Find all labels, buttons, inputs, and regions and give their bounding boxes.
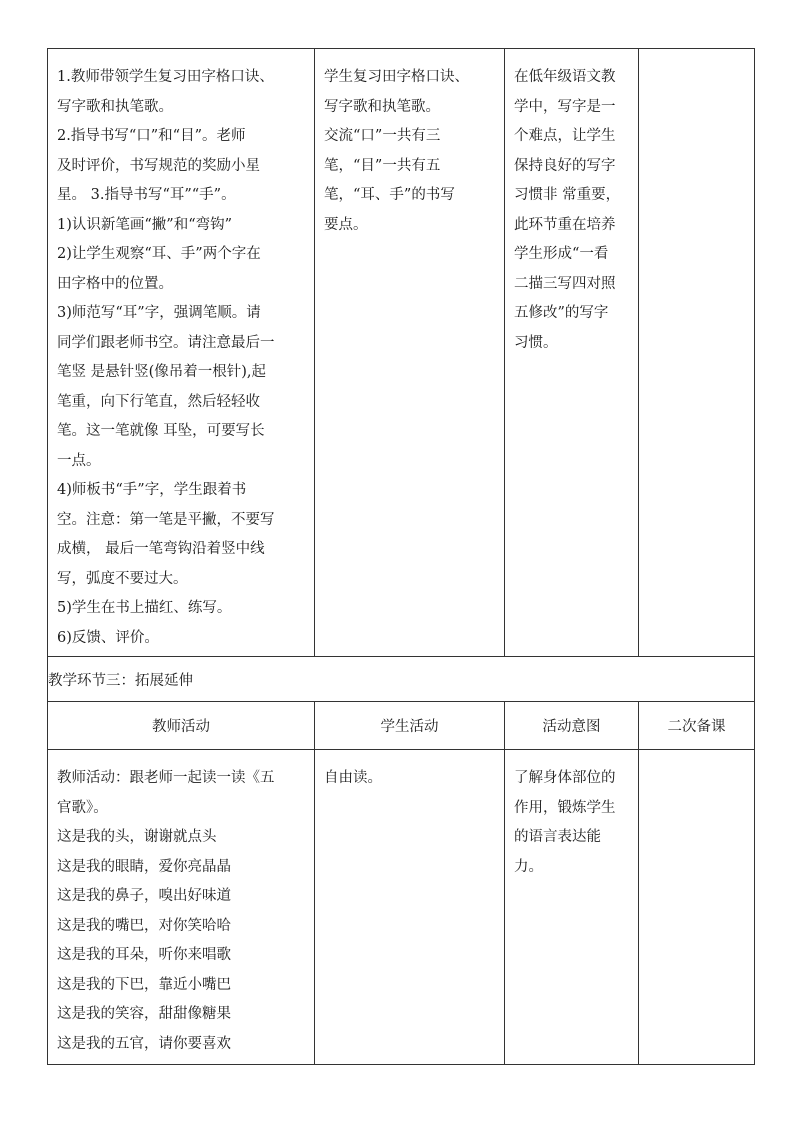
- text-line: 星。 3.指导书写“耳”“手”。: [57, 187, 236, 203]
- text-line: 笔重，向下行笔直，然后轻轻收: [57, 393, 260, 410]
- text-line: 二描三写四对照: [514, 275, 616, 292]
- text-line: 2)让学生观察“耳、手”两个字在: [57, 246, 261, 262]
- text-line: 力。: [514, 858, 543, 875]
- text-line: 写，弧度不要过大。: [57, 570, 188, 587]
- text-line: 自由读。: [324, 770, 382, 786]
- text-line: 同学们跟老师书空。请注意最后一: [57, 334, 275, 351]
- text-line: 习惯非 常重要，: [514, 187, 621, 203]
- text-line: 学中，写字是一: [514, 98, 616, 115]
- text-line: 保持良好的写字: [514, 157, 616, 174]
- text-line: 6)反馈、评价。: [57, 629, 159, 646]
- activity-intent-cell: [505, 49, 639, 657]
- activity-intent-text: [505, 49, 638, 358]
- text-line: 2.指导书写“口”和“目”。老师: [57, 128, 246, 144]
- text-line: 成横， 最后一笔弯钩沿着竖中线: [57, 541, 265, 557]
- text-line: 一点。: [57, 452, 101, 469]
- secondary-prep-text: [639, 750, 754, 764]
- section-title: 教学环节三：拓展延伸: [48, 657, 755, 702]
- secondary-prep-cell: [639, 49, 755, 657]
- text-line: 的语言表达能: [514, 829, 601, 845]
- text-line: 习惯。: [514, 334, 558, 351]
- text-line: 这是我的眼睛，爱你亮晶晶: [57, 858, 231, 875]
- text-line: 3)师范写“耳”字，强调笔顺。请: [57, 305, 261, 321]
- text-line: 这是我的头，谢谢就点头: [57, 829, 217, 845]
- teacher-activity-text: [48, 750, 314, 1059]
- activity-row-step3: [48, 750, 755, 1065]
- text-line: 笔。这一笔就像 耳坠，可要写长: [57, 423, 265, 439]
- teacher-activity-text: [48, 49, 314, 653]
- lesson-plan-table: [47, 48, 755, 1065]
- student-activity-cell: [315, 750, 505, 1065]
- header-teacher-activity: 教师活动: [48, 702, 315, 750]
- section-title-row: [48, 657, 755, 702]
- text-line: 学生形成“一看: [514, 246, 609, 262]
- student-activity-text: [315, 750, 504, 794]
- activity-intent-cell: [505, 750, 639, 1065]
- teacher-activity-cell: [48, 49, 315, 657]
- text-line: 五修改”的写字: [514, 305, 609, 321]
- text-line: 5)学生在书上描红、练写。: [57, 600, 232, 616]
- text-line: 此环节重在培养: [514, 216, 616, 233]
- text-line: 在低年级语文教: [514, 69, 616, 85]
- text-line: 笔竖 是悬针竖(像吊着一根针),起: [57, 364, 267, 380]
- text-line: 这是我的笑容，甜甜像糖果: [57, 1006, 231, 1022]
- text-line: 了解身体部位的: [514, 770, 616, 786]
- text-line: 这是我的嘴巴，对你笑哈哈: [57, 917, 231, 934]
- text-line: 这是我的五官，请你要喜欢: [57, 1035, 231, 1052]
- text-line: 这是我的鼻子，嗅出好味道: [57, 888, 231, 904]
- text-line: 1.教师带领学生复习田字格口诀、: [57, 69, 274, 85]
- student-activity-text: [315, 49, 504, 240]
- text-line: 这是我的耳朵，听你来唱歌: [57, 947, 231, 963]
- text-line: 笔，“目”一共有五: [324, 157, 441, 174]
- text-line: 官歌》。: [57, 799, 108, 816]
- text-line: 写字歌和执笔歌。: [324, 98, 440, 115]
- header-student-activity: 学生活动: [315, 702, 505, 750]
- text-line: 田字格中的位置。: [57, 275, 173, 292]
- secondary-prep-text: [639, 49, 754, 63]
- teacher-activity-cell: [48, 750, 315, 1065]
- text-line: 1)认识新笔画“撇”和“弯钩”: [57, 216, 233, 233]
- student-activity-cell: [315, 49, 505, 657]
- activity-row-step2: [48, 49, 755, 657]
- text-line: 空。注意：第一笔是平撇，不要写: [57, 511, 275, 528]
- text-line: 写字歌和执笔歌。: [57, 98, 173, 115]
- text-line: 作用，锻炼学生: [514, 799, 616, 816]
- header-activity-intent: 活动意图: [505, 702, 639, 750]
- text-line: 笔，“耳、手”的书写: [324, 187, 455, 203]
- activity-intent-text: [505, 750, 638, 882]
- text-line: 这是我的下巴，靠近小嘴巴: [57, 976, 231, 993]
- text-line: 要点。: [324, 216, 368, 233]
- text-line: 个难点，让学生: [514, 128, 616, 144]
- column-header-row: [48, 702, 755, 750]
- text-line: 教师活动：跟老师一起读一读《五: [57, 770, 275, 786]
- text-line: 交流“口”一共有三: [324, 128, 441, 144]
- text-line: 学生复习田字格口诀、: [324, 69, 469, 85]
- header-secondary-prep: 二次备课: [639, 702, 755, 750]
- text-line: 及时评价，书写规范的奖励小星: [57, 157, 260, 174]
- secondary-prep-cell: [639, 750, 755, 1065]
- text-line: 4)师板书“手”字，学生跟着书: [57, 482, 247, 498]
